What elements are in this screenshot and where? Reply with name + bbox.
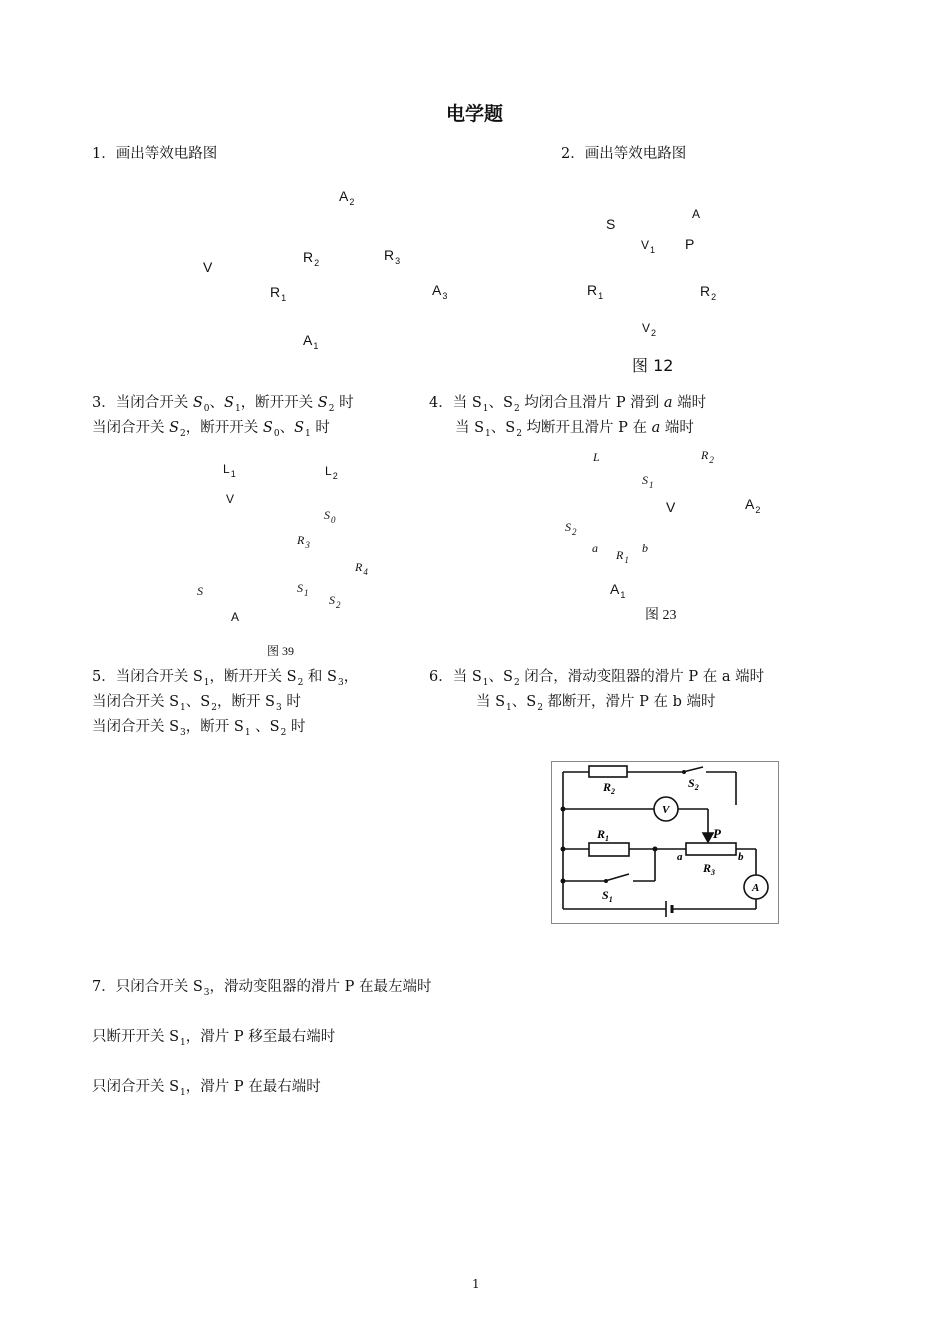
question-7-line-3: 只闭合开关 $S_1$，滑片 P 在最右端时 bbox=[92, 1079, 321, 1098]
q2-label-r1: $R_1$ bbox=[587, 282, 604, 301]
q6-circuit-r1: $R_1$ bbox=[597, 827, 610, 843]
question-7-line-2: 只断开开关 $S_1$，滑片 P 移至最右端时 bbox=[92, 1029, 336, 1048]
question-6-line-1: 6．当 $S_1$、$S_2$ 闭合，滑动变阻器的滑片 P 在 a 端时 bbox=[429, 669, 765, 688]
q3-label-l2: $L_2$ bbox=[325, 464, 338, 481]
q3-label-s0: $S_0$ bbox=[324, 508, 336, 525]
q4-figure-caption: 图 23 bbox=[645, 608, 677, 623]
q3-label-a: A bbox=[231, 610, 240, 624]
q3-label-r3: $R_3$ bbox=[297, 533, 310, 550]
q2-label-r2: $R_2$ bbox=[700, 283, 717, 302]
q6-circuit-p: P bbox=[713, 826, 721, 841]
q4-label-b: b bbox=[642, 541, 648, 555]
q3-label-l1: $L_1$ bbox=[223, 462, 236, 479]
question-4-line-2: 当 $S_1$、$S_2$ 均断开且滑片 P 在 a 端时 bbox=[455, 420, 694, 439]
q2-label-a: A bbox=[692, 207, 701, 221]
question-5-line-3: 当闭合开关 $S_3$，断开 $S_1$ 、$S_2$ 时 bbox=[92, 719, 306, 738]
q1-label-r1: $R_1$ bbox=[270, 284, 287, 303]
question-4-line-1: 4．当 $S_1$、$S_2$ 均闭合且滑片 P 滑到 a 端时 bbox=[429, 395, 707, 414]
q3-label-v: V bbox=[226, 492, 235, 506]
question-3-line-1: 3．当闭合开关 $S_0$、$S_1$，断开开关 $S_2$ 时 bbox=[92, 395, 354, 414]
q6-circuit-r2: $R_2$ bbox=[603, 780, 616, 796]
q4-label-a: a bbox=[592, 541, 598, 555]
q4-label-s2: $S_2$ bbox=[565, 520, 577, 537]
q2-figure-caption: 图 12 bbox=[632, 356, 674, 375]
q1-label-a2: $A_2$ bbox=[339, 188, 355, 207]
q4-label-a2: $A_2$ bbox=[745, 496, 761, 515]
q2-label-s: S bbox=[606, 216, 616, 232]
q6-circuit-a: a bbox=[677, 851, 683, 863]
q3-label-r4: $R_4$ bbox=[355, 560, 368, 577]
question-5-line-2: 当闭合开关 $S_1$、$S_2$，断开 $S_3$ 时 bbox=[92, 694, 301, 713]
q6-circuit-r3: $R_3$ bbox=[703, 861, 716, 877]
question-1-text: 1．画出等效电路图 bbox=[92, 146, 218, 162]
question-3-line-2: 当闭合开关 $S_2$，断开开关 $S_0$、$S_1$ 时 bbox=[92, 420, 330, 439]
question-2-text: 2．画出等效电路图 bbox=[561, 146, 687, 162]
q6-circuit-s2: $S_2$ bbox=[688, 776, 699, 792]
q3-figure-caption: 图 39 bbox=[267, 644, 295, 658]
page-number: 1 bbox=[472, 1277, 480, 1291]
q1-label-a1: $A_1$ bbox=[303, 332, 319, 351]
question-7-line-1: 7．只闭合开关 $S_3$，滑动变阻器的滑片 P 在最左端时 bbox=[92, 979, 432, 998]
q4-label-a1: $A_1$ bbox=[610, 581, 626, 600]
q6-circuit-ammeter: A bbox=[752, 882, 760, 894]
q6-circuit-s1: $S_1$ bbox=[602, 888, 613, 904]
q3-label-s: S bbox=[197, 584, 203, 598]
q3-label-s2: $S_2$ bbox=[329, 593, 341, 610]
q6-circuit-diagram bbox=[551, 761, 779, 924]
q4-label-s1: $S_1$ bbox=[642, 473, 654, 490]
q4-label-v: V bbox=[666, 499, 676, 515]
q2-label-v2: $V_2$ bbox=[642, 321, 657, 338]
q1-label-r2: $R_2$ bbox=[303, 249, 320, 268]
q1-label-v: V bbox=[203, 259, 213, 275]
question-5-line-1: 5．当闭合开关 $S_1$，断开开关 $S_2$ 和 $S_3$， bbox=[92, 669, 359, 688]
q6-circuit-b: b bbox=[738, 851, 744, 863]
q4-label-r2: $R_2$ bbox=[701, 448, 714, 465]
question-6-line-2: 当 $S_1$、$S_2$ 都断开，滑片 P 在 b 端时 bbox=[476, 694, 716, 713]
q6-circuit-voltmeter: V bbox=[662, 804, 670, 816]
q2-label-p: P bbox=[685, 236, 695, 252]
page-title: 电学题 bbox=[446, 103, 504, 125]
q4-label-r1: $R_1$ bbox=[616, 548, 629, 565]
q3-label-s1: $S_1$ bbox=[297, 581, 309, 598]
q4-label-l: L bbox=[593, 450, 600, 464]
q2-label-v1: $V_1$ bbox=[641, 238, 656, 255]
q1-label-a3: $A_3$ bbox=[432, 282, 448, 301]
q1-label-r3: $R_3$ bbox=[384, 247, 401, 266]
